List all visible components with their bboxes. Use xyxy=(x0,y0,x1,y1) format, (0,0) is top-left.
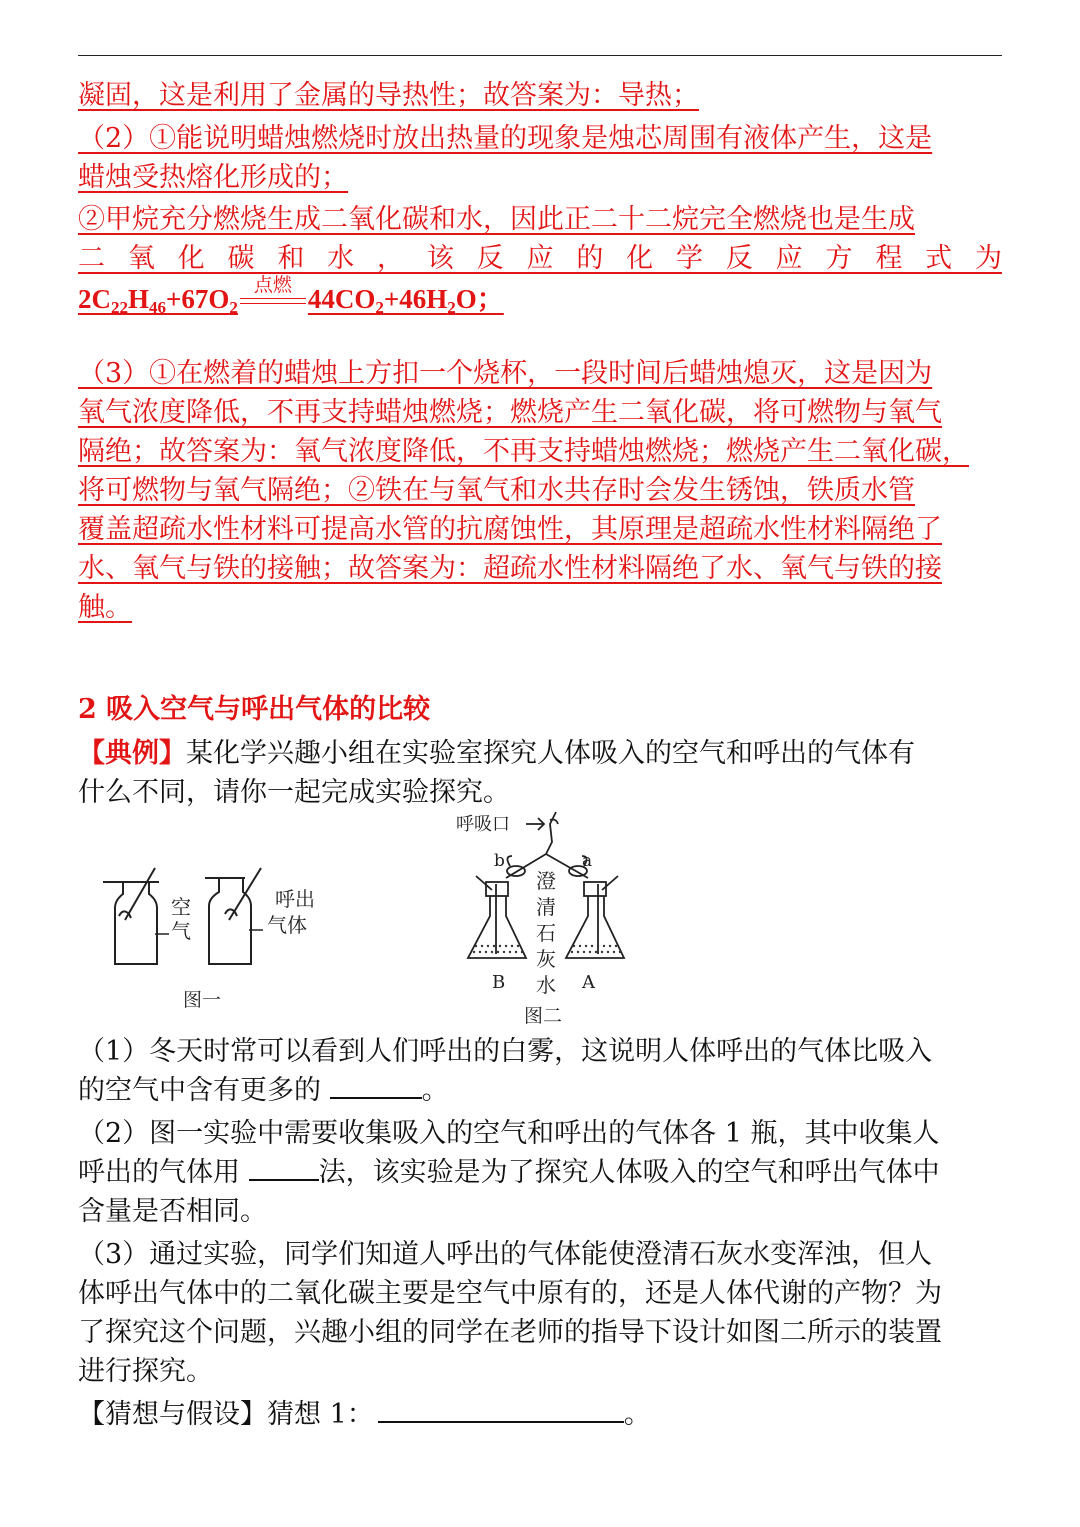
fig2-caption: 图二 xyxy=(524,1005,563,1027)
fig2-label-a: a xyxy=(582,851,593,871)
hypothesis-answer-blank[interactable] xyxy=(378,1399,624,1423)
q2-line3: 含量是否相同。 xyxy=(78,1196,267,1227)
answer-p2a-line2: 蜡烛受热熔化形成的； xyxy=(78,162,348,193)
chemical-equation: $2C_{22}H_{46}+67O_2$ 点燃 $44CO_2+46H_2O$； xyxy=(78,273,504,317)
figure-2 xyxy=(440,808,640,1030)
fig2-limewater-2: 清 xyxy=(536,895,556,919)
fig2-label-b: b xyxy=(494,851,505,871)
q2-line1: （2）图一实验中需要收集吸入的空气和呼出的气体各 1 瓶，其中收集人 xyxy=(78,1118,940,1149)
fig2-limewater-1: 澄 xyxy=(536,869,556,893)
q3-line3: 了探究这个问题，兴趣小组的同学在老师的指导下设计如图二所示的装置 xyxy=(78,1317,942,1348)
answer-p2a-line1: （2）①能说明蜡烛燃烧时放出热量的现象是烛芯周围有液体产生，这是 xyxy=(78,123,933,154)
hypothesis-line: 【猜想与假设】猜想 1： 。 xyxy=(78,1399,651,1430)
answer-p2b-line2: 二氧化碳和水，该反应的化学反应方程式为 xyxy=(78,243,1002,274)
fig2-limewater-3: 石 xyxy=(536,921,556,945)
answer-section xyxy=(78,76,1002,627)
fig1-label-air-1: 空 xyxy=(171,895,191,919)
questions-section xyxy=(78,1032,1002,1434)
q3-line1: （3）通过实验，同学们知道人呼出的气体能使澄清石灰水变浑浊，但人 xyxy=(78,1239,933,1270)
q1-line1: （1）冬天时常可以看到人们呼出的白雾，这说明人体呼出的气体比吸入 xyxy=(78,1036,933,1067)
answer-p3-line3: 隔绝；故答案为：氧气浓度降低，不再支持蜡烛燃烧；燃烧产生二氧化碳， xyxy=(78,436,969,467)
answer-p2b-line1: ②甲烷充分燃烧生成二氧化碳和水，因此正二十二烷完全燃烧也是生成 xyxy=(78,204,915,235)
header-rule xyxy=(78,55,1002,56)
answer-p3-line4: 将可燃物与氧气隔绝；②铁在与氧气和水共存时会发生锈蚀，铁质水管 xyxy=(78,475,915,506)
example-intro: 【典例】某化学兴趣小组在实验室探究人体吸入的空气和呼出的气体有 什么不同，请你一起完成实验探究。 xyxy=(78,738,915,808)
answer-p3-line6: 水、氧气与铁的接触；故答案为：超疏水性材料隔绝了水、氧气与铁的接 xyxy=(78,553,942,584)
answer-line-1: 凝固，这是利用了金属的导热性；故答案为：导热； xyxy=(78,80,699,111)
fig1-label-exhaled-2: 气体 xyxy=(267,913,307,937)
fig1-label-exhaled-1: 呼出 xyxy=(275,887,315,911)
answer-p3-line2: 氧气浓度降低，不再支持蜡烛燃烧；燃烧产生二氧化碳，将可燃物与氧气 xyxy=(78,397,942,428)
q1-line2: 的空气中含有更多的 。 xyxy=(78,1075,449,1106)
q3-line4: 进行探究。 xyxy=(78,1356,213,1387)
answer-p3-line1: （3）①在燃着的蜡烛上方扣一个烧杯，一段时间后蜡烛熄灭，这是因为 xyxy=(78,358,933,389)
q2-line2: 呼出的气体用 法，该实验是为了探究人体吸入的空气和呼出气体中 xyxy=(78,1157,940,1188)
answer-p3-line5: 覆盖超疏水性材料可提高水管的抗腐蚀性，其原理是超疏水性材料隔绝了 xyxy=(78,514,942,545)
fig1-label-air-2: 气 xyxy=(171,919,191,943)
fig2-flask-b: B xyxy=(492,972,506,993)
fig2-limewater-5: 水 xyxy=(536,973,556,997)
section-heading: 2 吸入空气与呼出气体的比较 xyxy=(78,694,431,725)
q2-answer-blank[interactable] xyxy=(249,1157,319,1181)
fig2-flask-a: A xyxy=(582,972,595,993)
fig2-inlet-label: 呼吸口 xyxy=(456,814,510,835)
q3-line2: 体呼出气体中的二氧化碳主要是空气中原有的，还是人体代谢的产物？为 xyxy=(78,1278,942,1309)
q1-answer-blank[interactable] xyxy=(330,1075,422,1099)
fig1-caption: 图一 xyxy=(183,989,222,1011)
fig2-limewater-4: 灰 xyxy=(536,947,556,971)
reaction-condition: 点燃 xyxy=(240,292,306,312)
example-tag: 【典例】 xyxy=(78,738,186,769)
answer-p3-line7: 触。 xyxy=(78,592,132,623)
figure-1 xyxy=(95,860,335,1020)
